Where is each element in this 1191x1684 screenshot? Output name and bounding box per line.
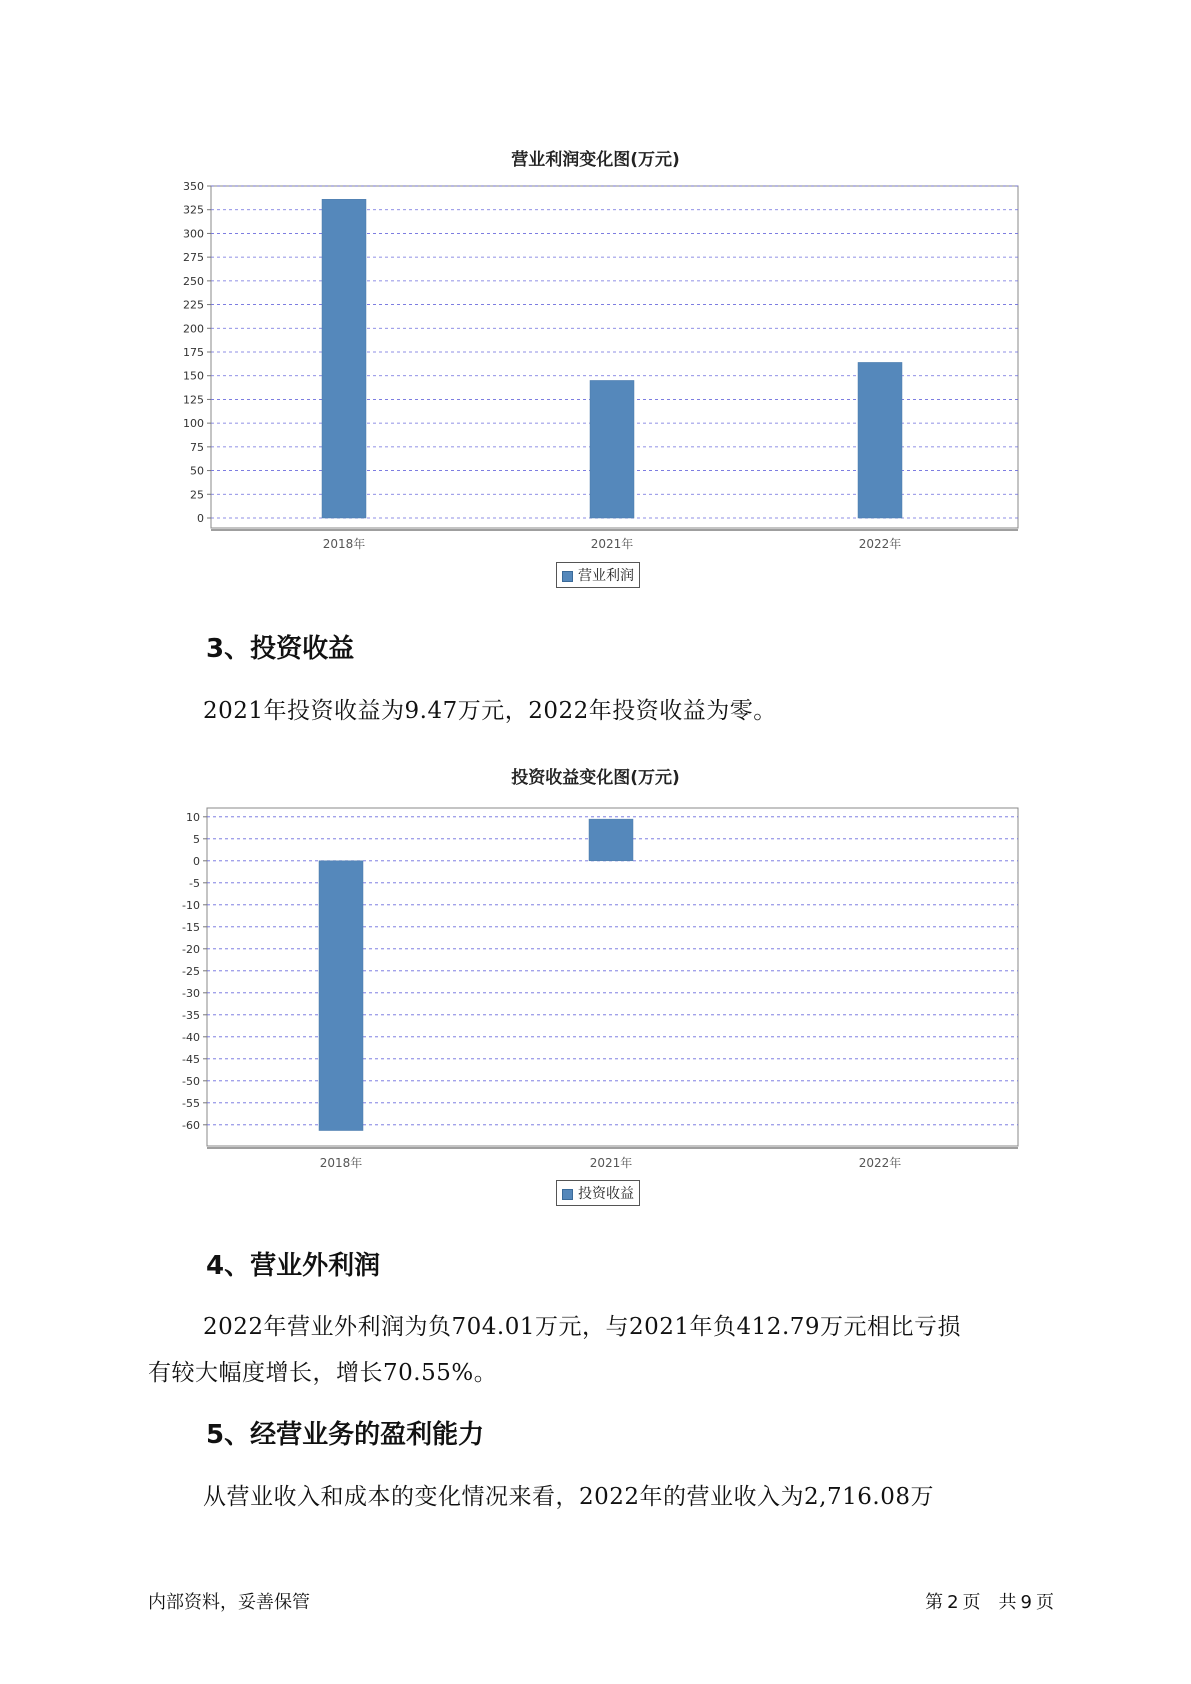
- footer-confidential: 内部资料，妥善保管: [148, 1592, 310, 1613]
- page-prefix: 第: [925, 1592, 944, 1613]
- y-tick-label: -10: [182, 898, 200, 912]
- y-tick-label: -60: [182, 1118, 200, 1132]
- y-tick-label: 25: [190, 488, 204, 502]
- y-tick-label: 225: [183, 298, 204, 312]
- y-tick-label: 0: [193, 854, 200, 868]
- current-page: 2: [947, 1592, 959, 1613]
- y-tick-label: 175: [183, 346, 204, 359]
- y-tick-label: -55: [182, 1096, 200, 1110]
- investment-paragraph: 2021年投资收益为9.47万元，2022年投资收益为零。: [203, 698, 777, 724]
- y-tick-label: -45: [182, 1052, 200, 1066]
- y-tick-label: 5: [193, 832, 200, 846]
- bar: [589, 819, 633, 861]
- non-operating-line-2: 有较大幅度增长，增长70.55%。: [148, 1360, 498, 1386]
- y-tick-label: 75: [190, 440, 204, 454]
- y-tick-label: 50: [190, 464, 204, 478]
- legend-label: 营业利润: [578, 568, 634, 584]
- y-tick-label: -25: [182, 964, 200, 978]
- chart-title: 投资收益变化图(万元): [511, 768, 680, 788]
- y-tick-label: 125: [183, 393, 204, 407]
- y-tick-label: 100: [183, 417, 204, 431]
- page-suffix: 页: [1036, 1592, 1054, 1613]
- non-operating-line-1: 2022年营业外利润为负704.01万元，与2021年负412.79万元相比亏损: [203, 1314, 962, 1340]
- y-tick-label: 0: [197, 512, 204, 525]
- page-mid: 页 共: [962, 1592, 1017, 1613]
- legend-label: 投资收益: [578, 1186, 634, 1202]
- y-tick-label: -40: [182, 1030, 200, 1044]
- x-tick-label: 2021年: [589, 1156, 633, 1170]
- y-tick-label: 300: [183, 227, 204, 241]
- x-tick-label: 2018年: [319, 1156, 363, 1170]
- x-tick-label: 2021年: [590, 537, 634, 551]
- total-pages: 9: [1020, 1592, 1032, 1613]
- y-tick-label: 350: [183, 180, 204, 193]
- profitability-line-1: 从营业收入和成本的变化情况来看，2022年的营业收入为2,716.08万: [203, 1484, 934, 1510]
- bar: [319, 861, 363, 1131]
- page-number: [923, 1588, 1056, 1614]
- y-tick-label: -15: [182, 920, 200, 934]
- x-tick-label: 2022年: [858, 1156, 902, 1170]
- y-tick-label: 10: [186, 810, 200, 824]
- y-tick-label: 275: [183, 251, 204, 265]
- y-tick-label: -50: [182, 1074, 200, 1088]
- y-tick-label: -20: [182, 942, 200, 956]
- y-tick-label: 200: [183, 322, 204, 336]
- y-tick-label: 250: [183, 274, 204, 288]
- chart-legend: [556, 1180, 640, 1206]
- legend-swatch: [562, 1189, 573, 1200]
- y-tick-label: -35: [182, 1008, 200, 1022]
- x-tick-label: 2022年: [858, 537, 902, 551]
- y-tick-label: -5: [189, 876, 200, 890]
- section-heading-profitability: 5、经营业务的盈利能力: [206, 1420, 485, 1450]
- chart-title: 营业利润变化图(万元): [511, 150, 680, 170]
- section-heading-investment: 3、投资收益: [206, 634, 355, 664]
- section-heading-non-operating: 4、营业外利润: [206, 1251, 381, 1281]
- y-tick-label: -30: [182, 986, 200, 1000]
- y-tick-label: 150: [183, 369, 204, 383]
- y-tick-label: 325: [183, 203, 204, 217]
- x-tick-label: 2018年: [322, 537, 366, 551]
